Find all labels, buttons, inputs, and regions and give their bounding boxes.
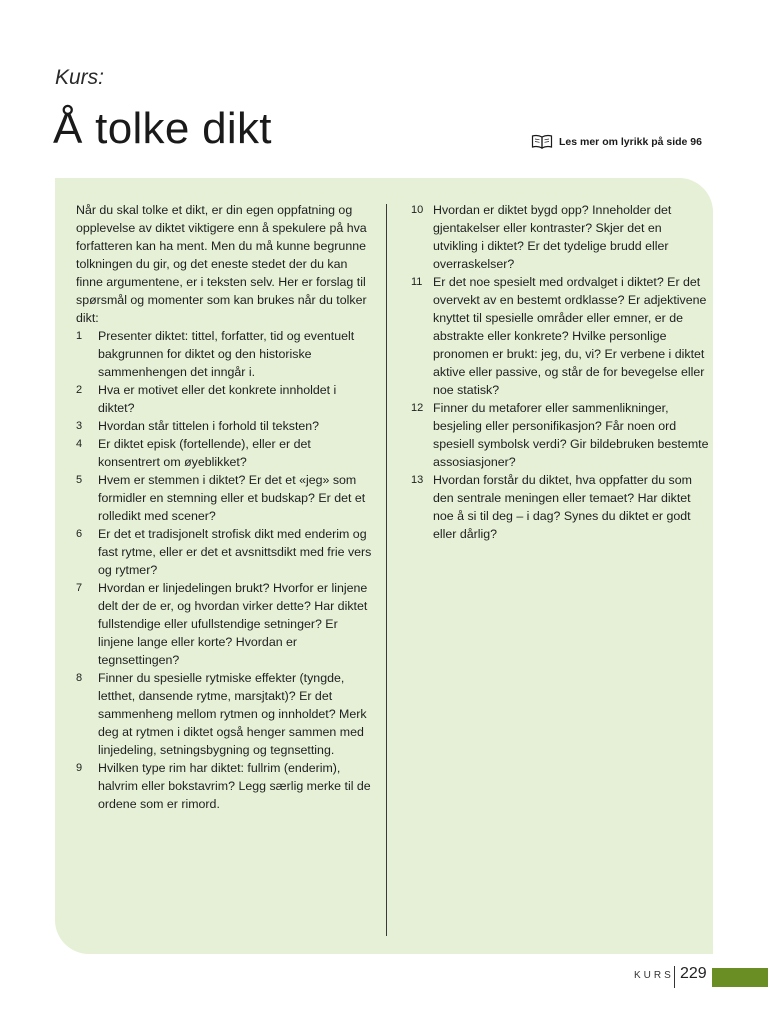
list-item	[411, 201, 709, 273]
item-text: Presenter diktet: tittel, forfatter, tid og eventuelt bakgrunnen for diktet og den historiske sammenhengen det inngår i.	[98, 329, 355, 379]
footer-section-label: KURS	[634, 970, 674, 981]
left-column	[76, 201, 372, 813]
item-number: 1	[76, 330, 83, 342]
item-text: Finner du spesielle rytmiske effekter (tyngde, letthet, dansende rytme, marsjtakt)? Er det sammenheng mellom rytmen og innholdet? Merk deg at rytmen i diktet også henger sammen med linjedeling, setningsbygning og tegnsetting.	[98, 671, 367, 757]
cross-reference[interactable]	[531, 134, 702, 149]
item-text: Hvordan står tittelen i forhold til teksten?	[98, 419, 320, 433]
list-item	[76, 759, 372, 813]
list-item	[411, 273, 709, 399]
reference-text: Les mer om lyrikk på side 96	[559, 135, 702, 148]
list-item	[411, 399, 709, 471]
item-text: Er det et tradisjonelt strofisk dikt med enderim og fast rytme, eller er det et avsnittsdikt med frie vers og rytmer?	[98, 527, 372, 577]
item-text: Hvordan er linjedelingen brukt? Hvorfor er linjene delt der de er, og hvordan virker dette? Har diktet fullstendige eller ufullstendige setninger? Er linjene lange eller korte? Hvordan er tegnsettingen?	[98, 581, 368, 667]
list-item	[76, 417, 372, 435]
kicker: Kurs:	[55, 66, 105, 89]
item-number: 9	[76, 762, 83, 774]
item-number: 12	[411, 402, 424, 414]
list-item	[76, 579, 372, 669]
item-number: 8	[76, 672, 83, 684]
page-number: 229	[680, 965, 707, 982]
item-number: 4	[76, 438, 83, 450]
item-text: Hvordan er diktet bygd opp? Inneholder det gjentakelser eller kontraster? Skjer det en utvikling i diktet? Er det tydelige brudd eller overraskelser?	[433, 203, 672, 271]
question-list-right	[411, 201, 709, 543]
right-column	[411, 201, 709, 543]
item-number: 7	[76, 582, 83, 594]
list-item	[76, 435, 372, 471]
item-text: Hvem er stemmen i diktet? Er det et «jeg» som formidler en stemning eller et budskap? Er det et rolledikt med scener?	[98, 473, 366, 523]
item-number: 10	[411, 204, 424, 216]
list-item	[76, 525, 372, 579]
footer-divider	[674, 966, 675, 988]
footer-accent-bar	[712, 968, 768, 987]
item-text: Er det noe spesielt med ordvalget i diktet? Er det overvekt av en bestemt ordklasse? Er adjektivene knyttet til spesielle områder eller emner, er de abstrakte eller konkrete? Hvilke personlige pronomen er brukt: jeg, du, vi? Er verbene i diktet aktive eller passive, og står de for bevegelse eller noe statisk?	[433, 275, 707, 397]
list-item	[76, 669, 372, 759]
column-divider	[386, 204, 387, 936]
list-item	[76, 471, 372, 525]
item-number: 6	[76, 528, 83, 540]
item-text: Hva er motivet eller det konkrete innholdet i diktet?	[98, 383, 337, 415]
item-number: 13	[411, 474, 424, 486]
item-number: 11	[411, 276, 423, 288]
item-number: 2	[76, 384, 83, 396]
intro-paragraph: Når du skal tolke et dikt, er din egen oppfatning og opplevelse av diktet viktigere enn å spekulere på hva forfatteren kan ha ment. Men du må kunne begrunne tolkningen du gir, og det eneste stedet der du kan finne argumentene, er i teksten selv. Her er forslag til spørsmål og momenter som kan brukes når du tolker dikt:	[76, 203, 367, 325]
list-item	[411, 471, 709, 543]
item-number: 3	[76, 420, 83, 432]
open-book-icon	[531, 134, 553, 149]
item-text: Hvilken type rim har diktet: fullrim (enderim), halvrim eller bokstavrim? Legg særlig merke til de ordene som er rimord.	[98, 761, 371, 811]
item-text: Finner du metaforer eller sammenlikninger, besjeling eller personifikasjon? Får noen ord spesiell symbolsk verdi? Gir bildebruken bestemte assosiasjoner?	[433, 401, 709, 469]
item-text: Hvordan forstår du diktet, hva oppfatter du som den sentrale meningen eller temaet? Har diktet noe å si til deg – i dag? Synes du diktet er godt eller dårlig?	[433, 473, 692, 541]
page-title: Å tolke dikt	[53, 104, 272, 153]
item-text: Er diktet episk (fortellende), eller er det konsentrert om øyeblikket?	[98, 437, 311, 469]
list-item	[76, 327, 372, 381]
list-item	[76, 381, 372, 417]
question-list-left	[76, 327, 372, 813]
item-number: 5	[76, 474, 83, 486]
